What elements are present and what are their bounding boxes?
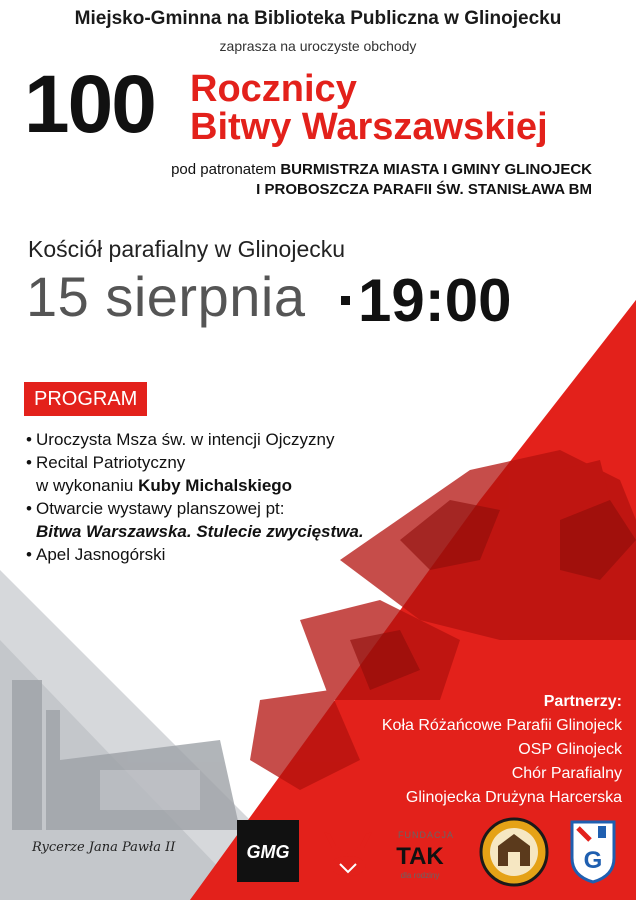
program-item-text: Apel Jasnogórski: [36, 545, 166, 564]
patronage-line-1: [171, 160, 592, 180]
fundacja-tak-logo: [318, 824, 468, 884]
performer-name: Kuby Michalskiego: [138, 476, 293, 495]
library-badge-logo: [478, 816, 550, 888]
program-item-1: [26, 428, 364, 451]
partner-item: Koła Różańcowe Parafii Glinojeck: [381, 717, 622, 734]
program-item-2-sub: [26, 474, 364, 497]
title-line-1: Rocznicy: [190, 68, 357, 110]
knights-signature-logo: Rycerze Jana Pawła II: [32, 840, 176, 855]
anniversary-number: 100: [24, 59, 155, 150]
patronage-mayor: BURMISTRZA MIASTA I GMINY GLINOJECK: [280, 161, 592, 178]
program-item-3: [26, 497, 364, 520]
partners-heading: Partnerzy:: [543, 693, 622, 710]
invite-line: zaprasza na uroczyste obchody: [219, 38, 417, 54]
bullet: •: [26, 430, 32, 449]
crest-letter: G: [583, 847, 603, 874]
event-time: 19:00: [358, 267, 512, 334]
bullet: •: [26, 499, 32, 518]
patronage-block: [171, 160, 592, 200]
title-line-2: Bitwy Warszawskiej: [190, 106, 548, 148]
organizer-heading: Miejsko-Gminna na Biblioteka Publiczna w Glinojecku: [74, 8, 562, 29]
patronage-priest: I PROBOSZCZA PARAFII ŚW. STANISŁAWA BM: [256, 181, 592, 198]
exhibition-title: Bitwa Warszawska. Stulecie zwycięstwa.: [36, 522, 364, 541]
event-venue: Kościół parafialny w Glinojecku: [28, 236, 346, 262]
tak-small-text: FUNDACJA: [397, 830, 455, 840]
program-item-text: Recital Patriotyczny: [36, 453, 186, 472]
program-item-text: Otwarcie wystawy planszowej pt:: [36, 499, 285, 518]
program-label: PROGRAM: [24, 382, 147, 416]
program-item-text: Uroczysta Msza św. w intencji Ojczyzny: [36, 430, 335, 449]
program-list: [26, 428, 364, 566]
gmg-logo-mark: [242, 836, 294, 866]
bullet: •: [26, 545, 32, 564]
partner-item: OSP Glinojeck: [518, 741, 622, 758]
glinojeck-crest-logo: [568, 818, 618, 884]
tak-sub-text: dla rodziny: [400, 871, 440, 880]
gmg-logo: [237, 820, 299, 882]
partner-item: Glinojecka Drużyna Harcerska: [405, 789, 622, 806]
hands-heart-icon: [324, 832, 372, 876]
program-item-2: [26, 451, 364, 474]
partners-block: [382, 690, 622, 810]
performer-lead: w wykonaniu: [36, 476, 134, 495]
event-date: 15 sierpnia: [26, 265, 306, 328]
tak-big-text: TAK: [396, 843, 444, 870]
bullet: •: [26, 453, 32, 472]
partner-item: Chór Parafialny: [511, 765, 622, 782]
program-item-4: [26, 543, 364, 566]
patronage-lead: pod patronatem: [171, 161, 277, 178]
gmg-logo-text: GMG: [246, 842, 290, 862]
separator-square: [341, 296, 350, 305]
